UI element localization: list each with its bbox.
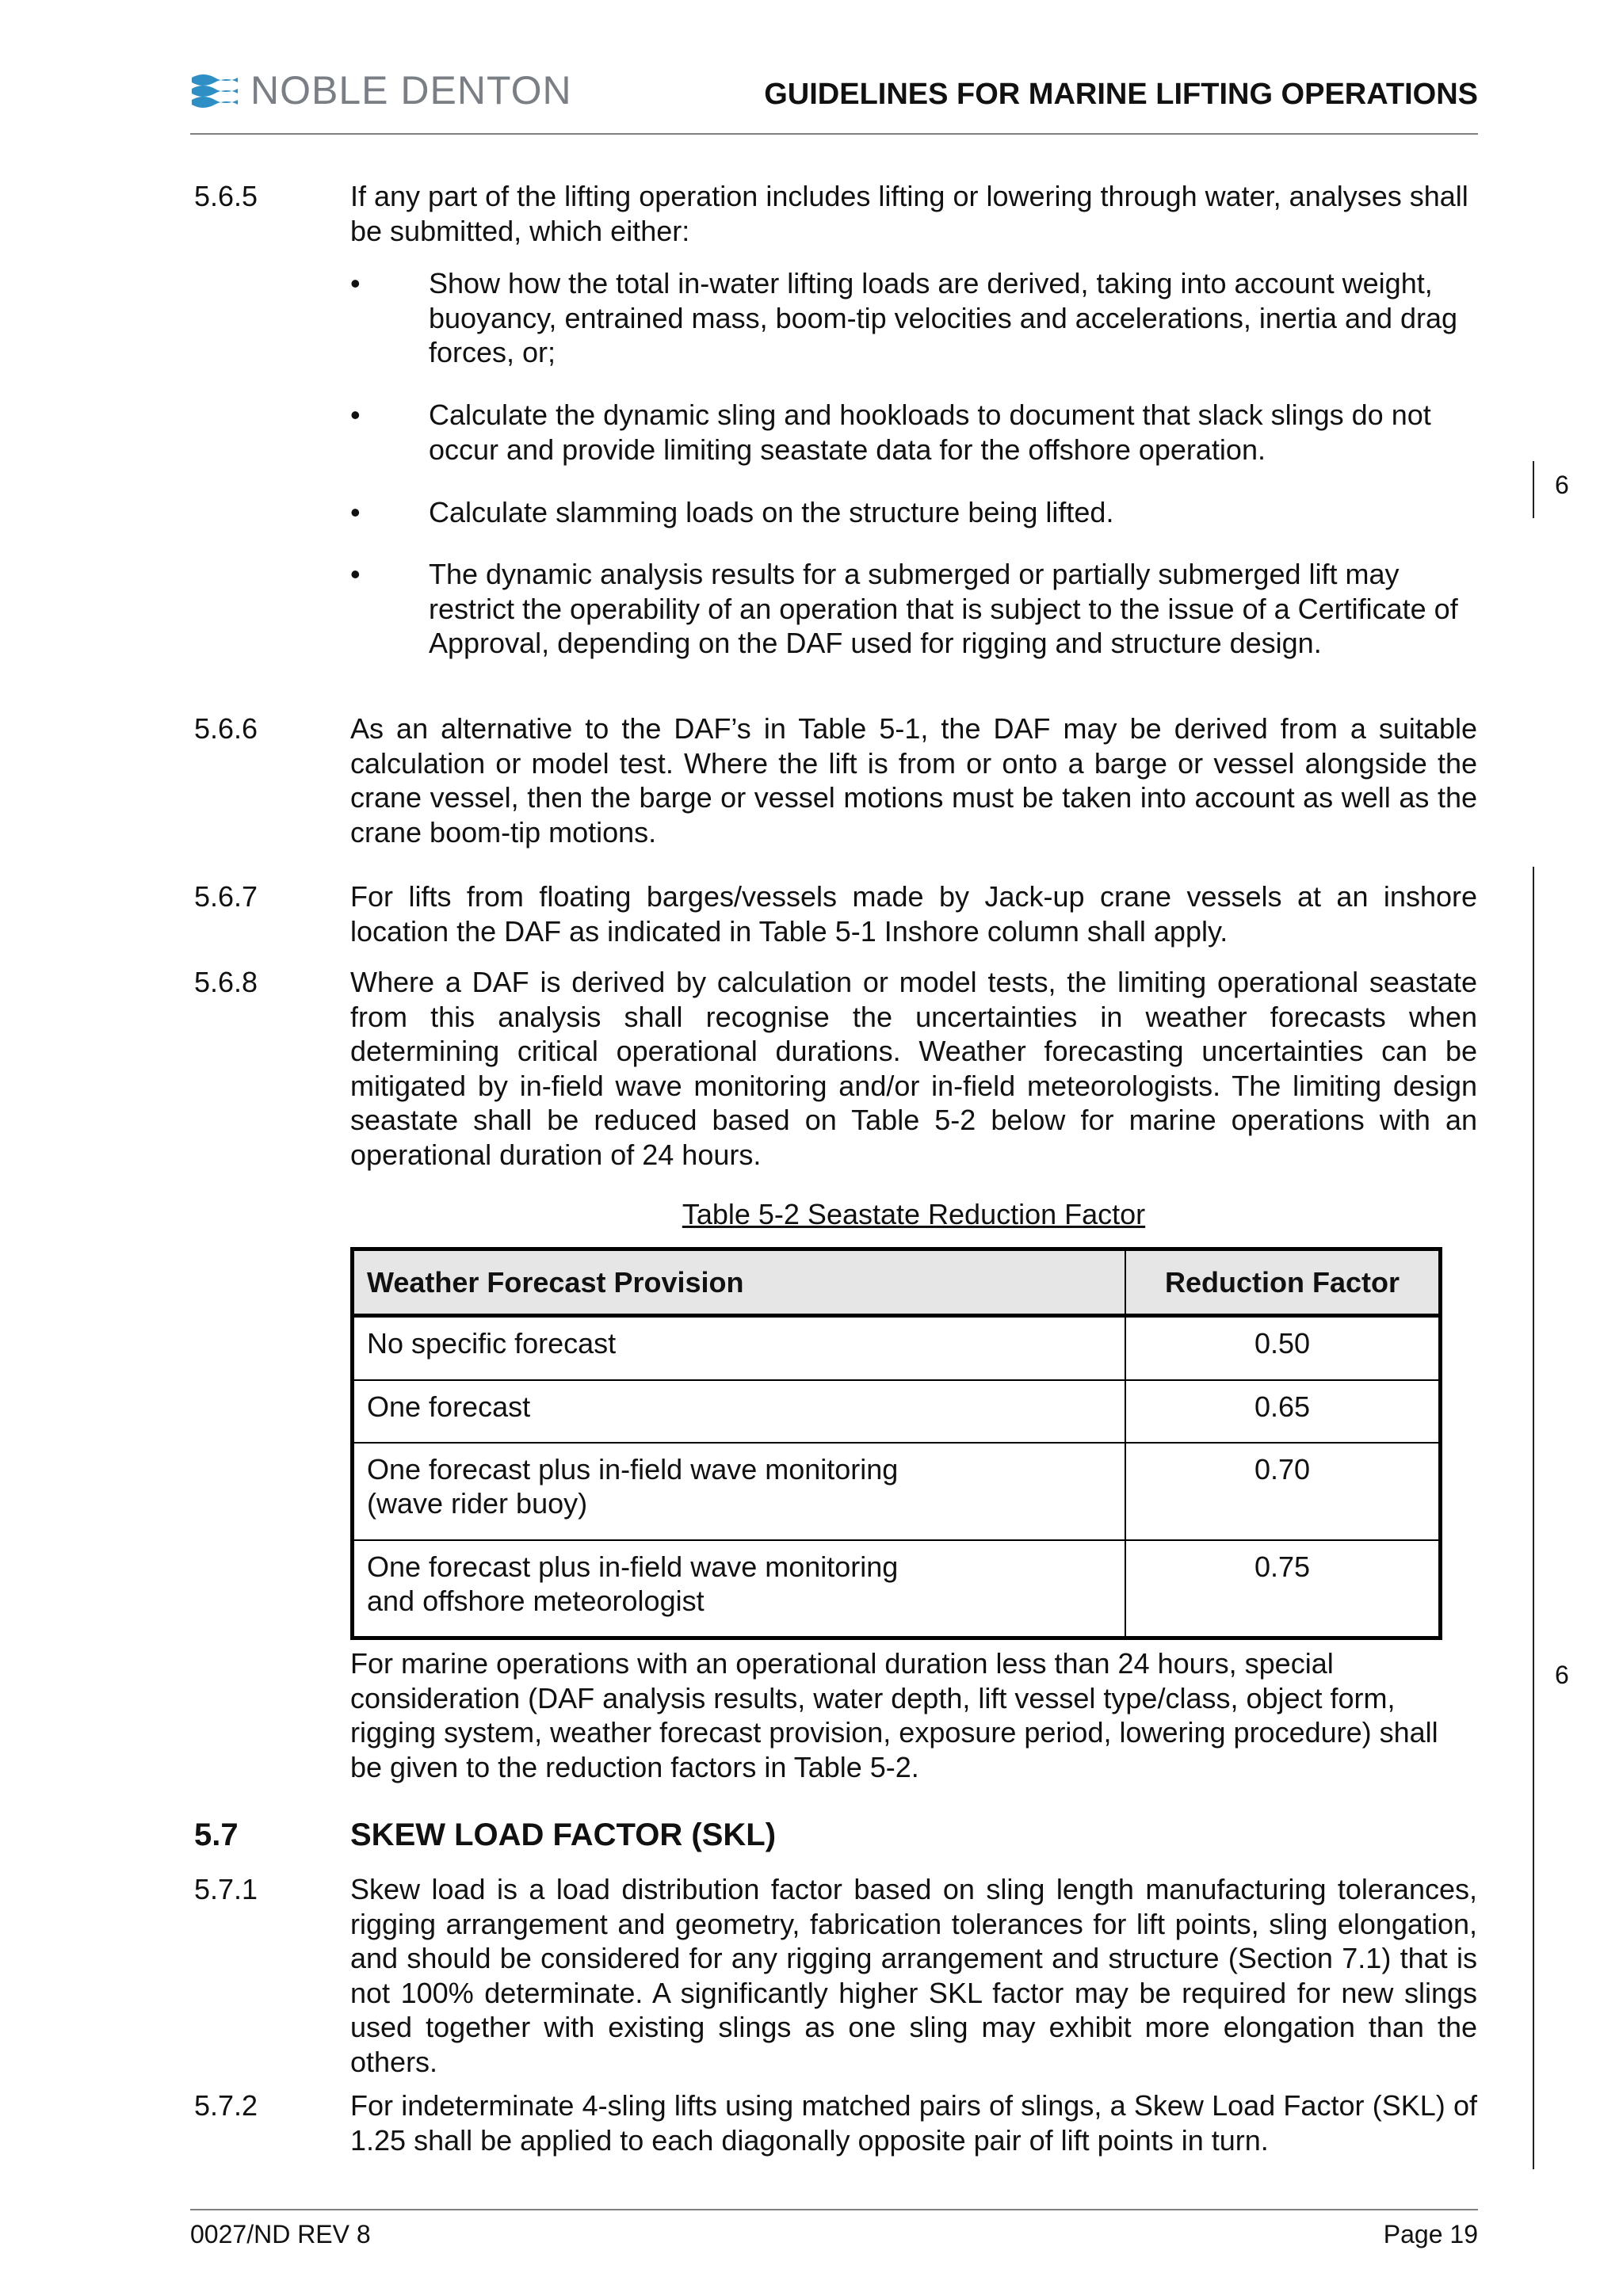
clause-number: 5.6.7 bbox=[194, 880, 258, 913]
bullet-icon: • bbox=[350, 267, 361, 299]
page-header-title: GUIDELINES FOR MARINE LIFTING OPERATIONS bbox=[764, 78, 1478, 111]
section-title: SKEW LOAD FACTOR (SKL) bbox=[350, 1817, 777, 1852]
document-reference: 0027/ND REV 8 bbox=[190, 2220, 371, 2248]
clause-text: Skew load is a load distribution factor based on sling length manufacturing tolerances, rigging arrangement and geometry, fabrication tolerances for lift points, sling elongation, and should be considered for any rigging arrangement and structure (Section 7.1) that is not 100% determinate. A significantly higher SKL factor may be required for new slings used together with existing slings as one sling may exhibit more elongation than the others. bbox=[350, 1873, 1477, 2078]
column-header-reduction-factor: Reduction Factor bbox=[1125, 1249, 1441, 1316]
clause-number: 5.7.1 bbox=[194, 1873, 258, 1905]
table-row bbox=[353, 1316, 1441, 1381]
reduction-factor-cell: 0.65 bbox=[1125, 1380, 1441, 1443]
provision-line: and offshore meteorologist bbox=[367, 1585, 705, 1617]
bullet-item: Calculate slamming loads on the structure being lifted. bbox=[429, 496, 1114, 528]
provision-line: (wave rider buoy) bbox=[367, 1487, 588, 1520]
logo-waves-icon bbox=[190, 71, 239, 109]
footer-rule bbox=[190, 2209, 1478, 2210]
table-note: For marine operations with an operational duration less than 24 hours, special consideration (DAF analysis results, water depth, lift vessel type/class, object form, rigging system, weather forecast provision, exposure period, lowering procedure) shall be given to the reduction factors in Table 5-2. bbox=[350, 1647, 1438, 1783]
table-row bbox=[353, 1443, 1441, 1540]
reduction-factor-cell: 0.70 bbox=[1125, 1443, 1441, 1540]
reduction-factor-cell: 0.50 bbox=[1125, 1316, 1441, 1381]
bullet-icon: • bbox=[350, 399, 361, 431]
section-number: 5.7 bbox=[194, 1817, 239, 1852]
revision-mark: 6 bbox=[1555, 1661, 1569, 1689]
provision-cell bbox=[353, 1380, 1126, 1443]
provision-cell bbox=[353, 1540, 1126, 1638]
table-caption bbox=[350, 1198, 1477, 1231]
clause-number: 5.6.5 bbox=[194, 180, 258, 212]
table-header-row bbox=[353, 1249, 1441, 1316]
table-caption-text: Table 5-2 Seastate Reduction Factor bbox=[682, 1198, 1146, 1230]
reduction-factor-cell: 0.75 bbox=[1125, 1540, 1441, 1638]
logo-text: NOBLE DENTON bbox=[250, 68, 572, 113]
bullet-icon: • bbox=[350, 496, 361, 528]
provision-cell bbox=[353, 1443, 1126, 1540]
clause-number: 5.7.2 bbox=[194, 2089, 258, 2122]
provision-line: One forecast plus in-field wave monitoring bbox=[367, 1453, 899, 1486]
clause-text: Where a DAF is derived by calculation or model tests, the limiting operational seastate from this analysis shall recognise the uncertainties in weather forecasts when determining critical operational durations. Weather forecasting uncertainties can be mitigated by in-field wave monitoring and/or in-field meteorologists. The limiting design seastate shall be reduced based on Table 5-2 below for marine operations with an operational duration of 24 hours. bbox=[350, 966, 1477, 1171]
bullet-icon: • bbox=[350, 558, 361, 590]
seastate-reduction-table bbox=[350, 1247, 1442, 1640]
logo bbox=[190, 67, 572, 114]
clause-text: If any part of the lifting operation includes lifting or lowering through water, analyses shall be submitted, which either: bbox=[350, 180, 1468, 247]
table-row bbox=[353, 1380, 1441, 1443]
column-header-provision: Weather Forecast Provision bbox=[353, 1249, 1126, 1316]
bullet-item: Calculate the dynamic sling and hookloads to document that slack slings do not occur and provide limiting seastate data for the offshore operation. bbox=[429, 399, 1431, 466]
header-rule bbox=[190, 133, 1478, 135]
bullet-item: The dynamic analysis results for a submerged or partially submerged lift may restrict the operability of an operation that is subject to the issue of a Certificate of Approval, depending on the DAF used for rigging and structure design. bbox=[429, 558, 1458, 660]
clause-text: For lifts from floating barges/vessels made by Jack-up crane vessels at an inshore location the DAF as indicated in Table 5-1 Inshore column shall apply. bbox=[350, 880, 1477, 948]
clause-text: As an alternative to the DAF’s in Table 5-1, the DAF may be derived from a suitable calculation or model test. Where the lift is from or onto a barge or vessel alongside the crane vessel, then the barge or vessel motions must be taken into account as well as the crane boom-tip motions. bbox=[350, 712, 1477, 849]
provision-cell bbox=[353, 1316, 1126, 1381]
clause-text: For indeterminate 4-sling lifts using matched pairs of slings, a Skew Load Factor (SKL) of 1.25 shall be applied to each diagonally opposite pair of lift points in turn. bbox=[350, 2089, 1477, 2157]
revision-mark: 6 bbox=[1555, 471, 1569, 499]
page-number: Page 19 bbox=[1383, 2220, 1478, 2248]
provision-line: One forecast bbox=[367, 1390, 531, 1423]
change-bar bbox=[1533, 461, 1534, 518]
clause-number: 5.6.6 bbox=[194, 712, 258, 745]
bullet-item: Show how the total in-water lifting loads are derived, taking into account weight, buoyancy, entrained mass, boom-tip velocities and accelerations, inertia and drag forces, or; bbox=[429, 267, 1458, 369]
clause-number: 5.6.8 bbox=[194, 966, 258, 998]
change-bar bbox=[1533, 867, 1534, 2169]
provision-line: One forecast plus in-field wave monitoring bbox=[367, 1550, 899, 1583]
provision-line: No specific forecast bbox=[367, 1327, 617, 1360]
table-row bbox=[353, 1540, 1441, 1638]
